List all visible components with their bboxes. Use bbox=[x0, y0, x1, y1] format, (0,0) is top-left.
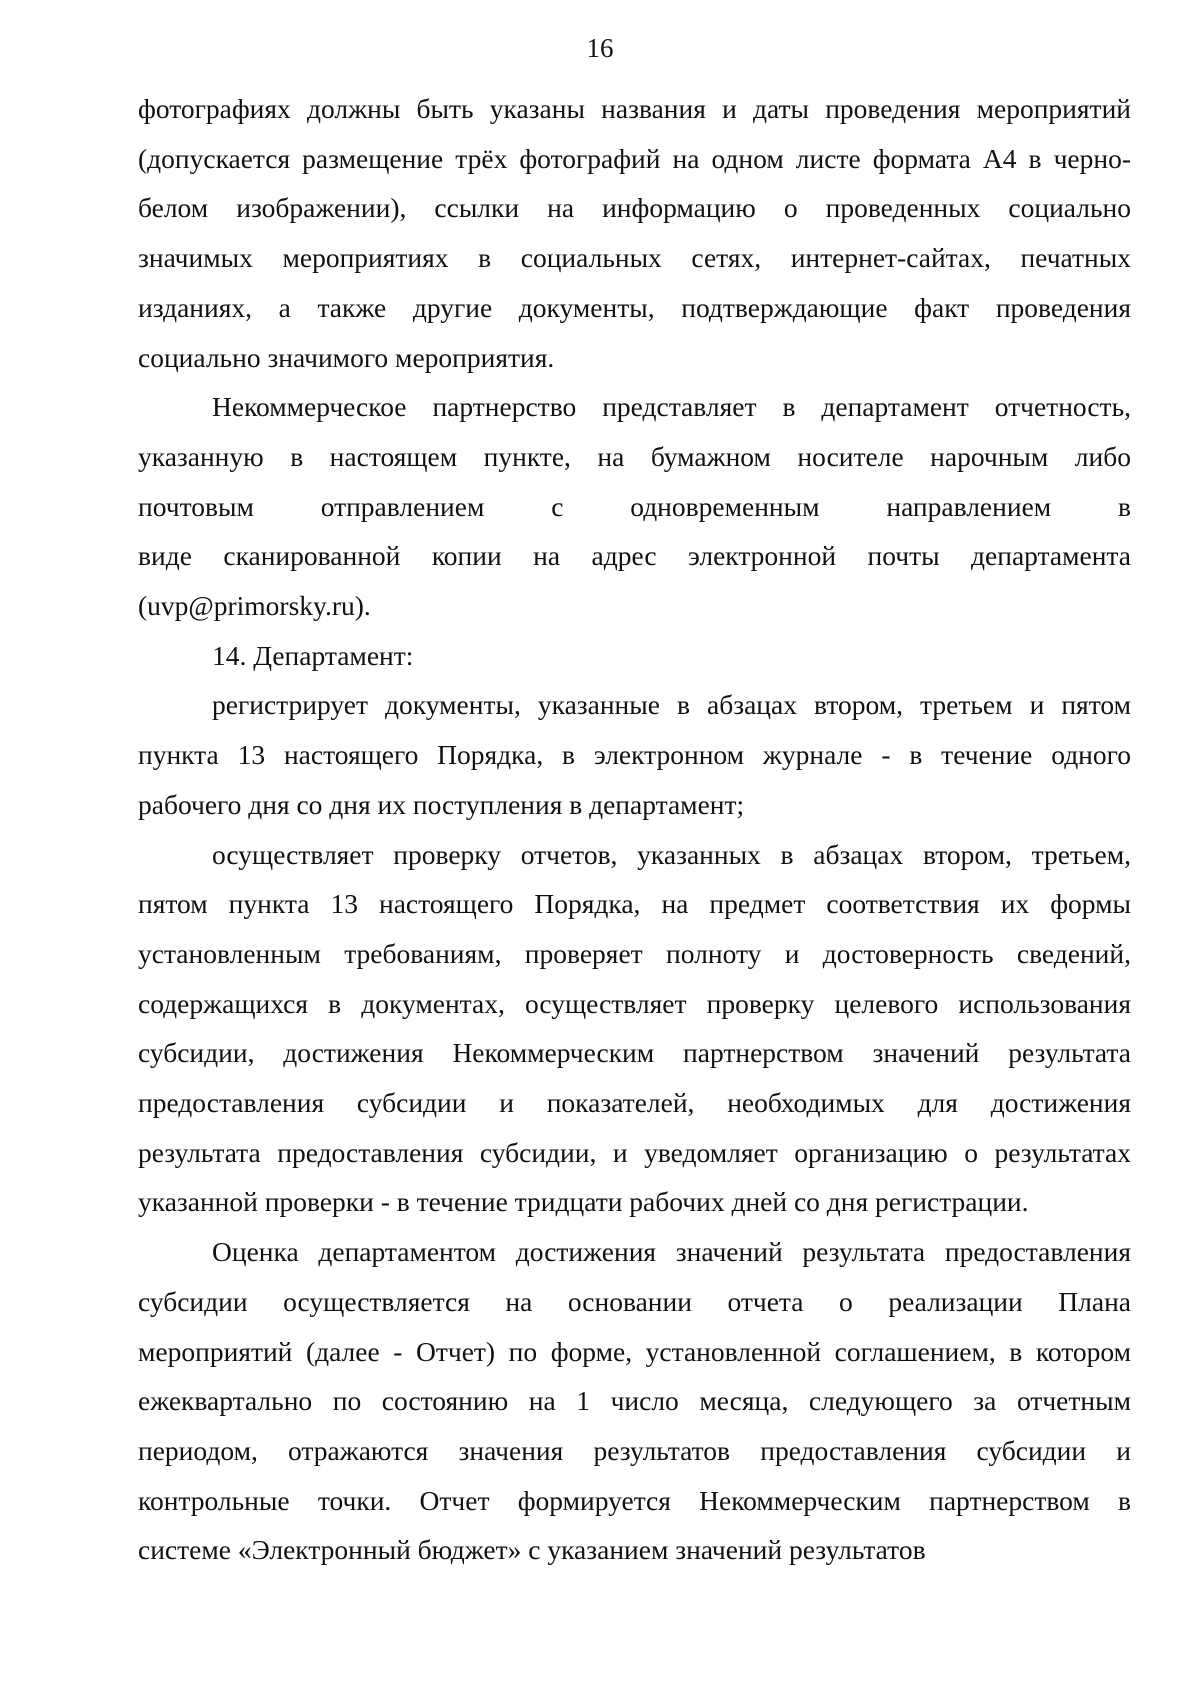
paragraph-line: Некоммерческое партнерство представляет в департамент отчетность, bbox=[212, 391, 1131, 423]
paragraph-line: системе «Электронный бюджет» с указанием значений результатов bbox=[138, 1534, 926, 1566]
paragraph-line: субсидии осуществляется на основании отчета о реализации Плана bbox=[138, 1285, 1131, 1317]
paragraph-line: рабочего дня со дня их поступления в департамент; bbox=[138, 788, 745, 820]
paragraph-line: (допускается размещение трёх фотографий на одном листе формата А4 в черно- bbox=[138, 142, 1131, 174]
paragraph-line: мероприятий (далее - Отчет) по форме, установленной соглашением, в котором bbox=[138, 1335, 1131, 1367]
paragraph-line: (uvp@primorsky.ru). bbox=[138, 590, 371, 622]
paragraph-line: пятом пункта 13 настоящего Порядка, на предмет соответствия их формы bbox=[138, 888, 1131, 920]
paragraph-line: результата предоставления субсидии, и уведомляет организацию о результатах bbox=[138, 1136, 1131, 1168]
paragraph-line: указанную в настоящем пункте, на бумажном носителе нарочным либо bbox=[138, 440, 1131, 472]
paragraph-line: субсидии, достижения Некоммерческим партнерством значений результата bbox=[138, 1037, 1131, 1069]
paragraph-line: ежеквартально по состоянию на 1 число месяца, следующего за отчетным bbox=[138, 1385, 1131, 1417]
page-number: 16 bbox=[586, 33, 614, 63]
paragraph-line: установленным требованиям, проверяет полноту и достоверность сведений, bbox=[138, 937, 1131, 969]
paragraph-line: указанной проверки - в течение тридцати рабочих дней со дня регистрации. bbox=[138, 1186, 1029, 1218]
paragraph-line: осуществляет проверку отчетов, указанных в абзацах втором, третьем, bbox=[212, 838, 1131, 870]
paragraph-line: фотографиях должны быть указаны названия и даты проведения мероприятий bbox=[138, 93, 1131, 124]
paragraph-line: контрольные точки. Отчет формируется Некоммерческим партнерством в bbox=[138, 1484, 1131, 1516]
paragraph-line: предоставления субсидии и показателей, необходимых для достижения bbox=[138, 1087, 1131, 1119]
paragraph-line: содержащихся в документах, осуществляет проверку целевого использования bbox=[138, 987, 1131, 1019]
paragraph-line: социально значимого мероприятия. bbox=[138, 341, 555, 373]
paragraph-line: значимых мероприятиях в социальных сетях, интернет-сайтах, печатных bbox=[138, 242, 1131, 274]
document-body bbox=[138, 84, 1131, 1575]
paragraph-line: 14. Департамент: bbox=[212, 639, 414, 671]
paragraph-line: периодом, отражаются значения результатов предоставления субсидии и bbox=[138, 1434, 1131, 1466]
paragraph-line: виде сканированной копии на адрес электронной почты департамента bbox=[138, 540, 1131, 572]
paragraph-line: белом изображении), ссылки на информацию о проведенных социально bbox=[138, 192, 1131, 224]
paragraph-line: изданиях, а также другие документы, подтверждающие факт проведения bbox=[138, 291, 1131, 323]
paragraph-line: почтовым отправлением с одновременным направлением в bbox=[138, 490, 1131, 522]
paragraph-line: пункта 13 настоящего Порядка, в электронном журнале - в течение одного bbox=[138, 739, 1131, 771]
paragraph-line: Оценка департаментом достижения значений результата предоставления bbox=[212, 1236, 1131, 1268]
paragraph-line: регистрирует документы, указанные в абзацах втором, третьем и пятом bbox=[212, 689, 1131, 721]
